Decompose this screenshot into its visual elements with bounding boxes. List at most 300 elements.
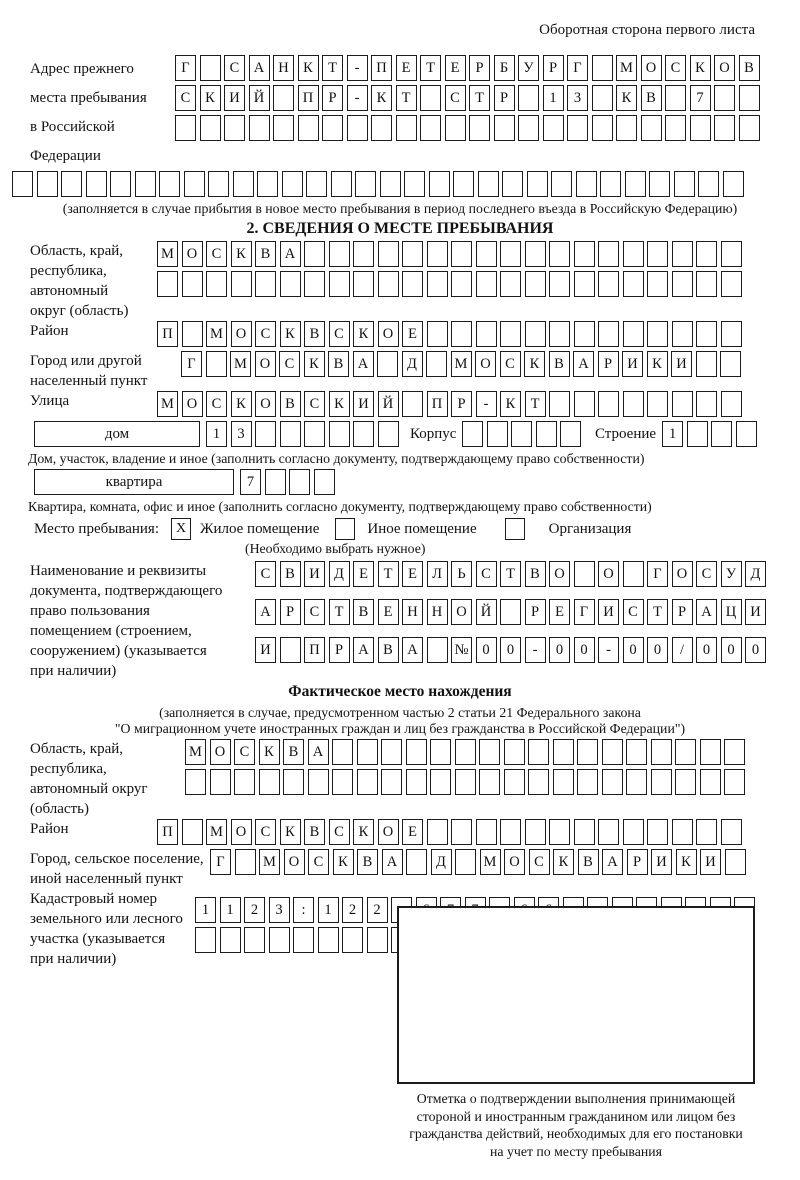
char-box[interactable] [721, 321, 742, 347]
char-box[interactable]: С [696, 561, 717, 587]
char-box[interactable]: 3 [567, 85, 588, 111]
char-box[interactable] [269, 927, 290, 953]
char-box[interactable] [616, 115, 637, 141]
char-box[interactable] [430, 739, 451, 765]
char-box[interactable] [714, 115, 735, 141]
char-box[interactable] [739, 115, 760, 141]
char-box[interactable] [500, 599, 521, 625]
char-box[interactable]: И [304, 561, 325, 587]
char-box[interactable]: Д [431, 849, 452, 875]
char-box[interactable]: 2 [244, 897, 265, 923]
char-box[interactable] [600, 171, 621, 197]
char-box[interactable]: 0 [574, 637, 595, 663]
char-box[interactable] [406, 739, 427, 765]
char-box[interactable]: О [672, 561, 693, 587]
char-box[interactable]: В [280, 561, 301, 587]
char-box[interactable] [208, 171, 229, 197]
char-box[interactable]: Г [210, 849, 231, 875]
char-box[interactable] [567, 115, 588, 141]
char-box[interactable]: 0 [476, 637, 497, 663]
char-box[interactable]: М [157, 241, 178, 267]
char-box[interactable] [574, 819, 595, 845]
char-box[interactable]: Т [396, 85, 417, 111]
char-box[interactable] [518, 115, 539, 141]
char-box[interactable] [255, 271, 276, 297]
char-box[interactable]: А [255, 599, 276, 625]
char-box[interactable] [647, 391, 668, 417]
char-box[interactable]: - [598, 637, 619, 663]
char-box[interactable]: Р [329, 637, 350, 663]
char-box[interactable] [255, 421, 276, 447]
char-box[interactable] [577, 769, 598, 795]
char-box[interactable] [357, 739, 378, 765]
char-box[interactable] [367, 927, 388, 953]
char-box[interactable] [427, 637, 448, 663]
char-box[interactable]: Р [469, 55, 490, 81]
char-box[interactable] [86, 171, 107, 197]
char-box[interactable]: К [333, 849, 354, 875]
char-box[interactable] [696, 321, 717, 347]
char-box[interactable]: С [665, 55, 686, 81]
char-box[interactable] [451, 241, 472, 267]
char-box[interactable]: 1 [662, 421, 683, 447]
char-box[interactable] [598, 321, 619, 347]
char-box[interactable]: 3 [231, 421, 252, 447]
char-box[interactable]: П [304, 637, 325, 663]
char-box[interactable] [500, 241, 521, 267]
char-box[interactable] [500, 271, 521, 297]
char-box[interactable] [592, 115, 613, 141]
char-box[interactable] [182, 271, 203, 297]
char-box[interactable] [353, 421, 374, 447]
char-box[interactable]: И [745, 599, 766, 625]
char-box[interactable]: / [672, 637, 693, 663]
char-box[interactable] [478, 171, 499, 197]
char-box[interactable]: Й [249, 85, 270, 111]
char-box[interactable] [184, 171, 205, 197]
char-box[interactable] [504, 769, 525, 795]
char-box[interactable]: С [279, 351, 300, 377]
char-box[interactable] [347, 115, 368, 141]
char-box[interactable]: Т [420, 55, 441, 81]
char-box[interactable]: И [353, 391, 374, 417]
char-box[interactable]: К [298, 55, 319, 81]
char-box[interactable]: Р [451, 391, 472, 417]
char-box[interactable]: К [371, 85, 392, 111]
char-box[interactable]: О [182, 241, 203, 267]
char-box[interactable] [543, 115, 564, 141]
char-box[interactable]: М [157, 391, 178, 417]
char-box[interactable] [674, 171, 695, 197]
char-box[interactable]: К [690, 55, 711, 81]
char-box[interactable]: С [476, 561, 497, 587]
char-box[interactable]: О [284, 849, 305, 875]
char-box[interactable]: Р [598, 351, 619, 377]
char-box[interactable] [476, 819, 497, 845]
char-box[interactable]: С [206, 241, 227, 267]
char-box[interactable] [329, 421, 350, 447]
char-box[interactable] [525, 321, 546, 347]
char-box[interactable] [381, 769, 402, 795]
char-box[interactable]: 0 [623, 637, 644, 663]
char-box[interactable]: А [696, 599, 717, 625]
char-box[interactable]: Ь [451, 561, 472, 587]
char-box[interactable]: О [210, 739, 231, 765]
char-box[interactable]: И [622, 351, 643, 377]
char-box[interactable] [574, 241, 595, 267]
char-box[interactable]: 1 [318, 897, 339, 923]
char-box[interactable] [427, 819, 448, 845]
char-box[interactable] [244, 927, 265, 953]
char-box[interactable] [200, 55, 221, 81]
char-box[interactable] [378, 421, 399, 447]
char-box[interactable] [549, 819, 570, 845]
char-box[interactable]: А [382, 849, 403, 875]
char-box[interactable] [518, 85, 539, 111]
char-box[interactable] [455, 769, 476, 795]
char-box[interactable] [445, 115, 466, 141]
char-box[interactable] [623, 241, 644, 267]
char-box[interactable] [182, 321, 203, 347]
char-box[interactable] [723, 171, 744, 197]
char-box[interactable] [602, 739, 623, 765]
char-box[interactable]: К [676, 849, 697, 875]
char-box[interactable] [355, 171, 376, 197]
char-box[interactable]: В [353, 599, 374, 625]
char-box[interactable] [551, 171, 572, 197]
char-box[interactable]: Ц [721, 599, 742, 625]
char-box[interactable]: К [524, 351, 545, 377]
char-box[interactable] [700, 739, 721, 765]
char-box[interactable] [576, 171, 597, 197]
char-box[interactable] [700, 769, 721, 795]
char-box[interactable] [371, 115, 392, 141]
char-box[interactable] [357, 769, 378, 795]
char-box[interactable] [690, 115, 711, 141]
char-box[interactable] [231, 271, 252, 297]
char-box[interactable]: У [518, 55, 539, 81]
char-box[interactable]: О [475, 351, 496, 377]
char-box[interactable]: Р [322, 85, 343, 111]
char-box[interactable]: Г [647, 561, 668, 587]
char-box[interactable]: М [206, 819, 227, 845]
char-box[interactable] [175, 115, 196, 141]
char-box[interactable]: О [231, 819, 252, 845]
char-box[interactable] [280, 271, 301, 297]
char-box[interactable] [647, 271, 668, 297]
char-box[interactable]: Е [396, 55, 417, 81]
char-box[interactable]: М [185, 739, 206, 765]
char-box[interactable]: Г [181, 351, 202, 377]
char-box[interactable]: Е [445, 55, 466, 81]
char-box[interactable] [451, 321, 472, 347]
char-box[interactable]: Т [469, 85, 490, 111]
char-box[interactable] [304, 421, 325, 447]
char-box[interactable]: - [525, 637, 546, 663]
char-box[interactable] [549, 271, 570, 297]
char-box[interactable] [502, 171, 523, 197]
char-box[interactable]: И [598, 599, 619, 625]
char-box[interactable] [259, 769, 280, 795]
char-box[interactable] [721, 271, 742, 297]
char-box[interactable] [651, 769, 672, 795]
char-box[interactable] [195, 927, 216, 953]
char-box[interactable]: : [293, 897, 314, 923]
char-box[interactable] [665, 85, 686, 111]
char-box[interactable]: Л [427, 561, 448, 587]
char-box[interactable] [427, 271, 448, 297]
char-box[interactable] [381, 739, 402, 765]
char-box[interactable] [185, 769, 206, 795]
char-box[interactable] [210, 769, 231, 795]
char-box[interactable]: О [255, 391, 276, 417]
char-box[interactable]: В [378, 637, 399, 663]
char-box[interactable] [378, 271, 399, 297]
char-box[interactable]: М [206, 321, 227, 347]
char-box[interactable]: М [616, 55, 637, 81]
char-box[interactable] [536, 421, 557, 447]
char-box[interactable] [402, 241, 423, 267]
char-box[interactable]: К [616, 85, 637, 111]
char-box[interactable] [427, 321, 448, 347]
char-box[interactable]: К [200, 85, 221, 111]
char-box[interactable] [420, 115, 441, 141]
char-box[interactable]: П [157, 819, 178, 845]
char-box[interactable]: В [525, 561, 546, 587]
char-box[interactable] [487, 421, 508, 447]
char-box[interactable]: 0 [696, 637, 717, 663]
char-box[interactable]: 0 [721, 637, 742, 663]
char-box[interactable]: В [255, 241, 276, 267]
char-box[interactable] [724, 739, 745, 765]
char-box[interactable] [37, 171, 58, 197]
char-box[interactable]: В [283, 739, 304, 765]
char-box[interactable]: С [329, 819, 350, 845]
char-box[interactable]: - [476, 391, 497, 417]
char-box[interactable] [649, 171, 670, 197]
char-box[interactable]: В [357, 849, 378, 875]
char-box[interactable] [206, 351, 227, 377]
char-box[interactable] [598, 271, 619, 297]
char-box[interactable]: Е [378, 599, 399, 625]
char-box[interactable] [265, 469, 286, 495]
char-box[interactable] [672, 819, 693, 845]
char-box[interactable] [342, 927, 363, 953]
char-box[interactable] [306, 171, 327, 197]
char-box[interactable]: - [347, 85, 368, 111]
char-box[interactable] [574, 271, 595, 297]
char-box[interactable] [206, 271, 227, 297]
char-box[interactable] [549, 241, 570, 267]
char-box[interactable]: Б [494, 55, 515, 81]
char-box[interactable]: М [259, 849, 280, 875]
char-box[interactable]: Н [273, 55, 294, 81]
char-box[interactable] [739, 85, 760, 111]
char-box[interactable] [224, 115, 245, 141]
char-box[interactable] [672, 321, 693, 347]
char-box[interactable] [378, 241, 399, 267]
char-box[interactable] [675, 739, 696, 765]
char-box[interactable] [318, 927, 339, 953]
char-box[interactable] [672, 271, 693, 297]
char-box[interactable] [304, 241, 325, 267]
char-box[interactable] [647, 241, 668, 267]
char-box[interactable] [525, 241, 546, 267]
char-box[interactable] [711, 421, 732, 447]
char-box[interactable]: Р [280, 599, 301, 625]
char-box[interactable] [725, 849, 746, 875]
char-box[interactable] [353, 271, 374, 297]
char-box[interactable] [406, 769, 427, 795]
char-box[interactable] [280, 637, 301, 663]
char-box[interactable] [249, 115, 270, 141]
char-box[interactable] [293, 927, 314, 953]
char-box[interactable] [353, 241, 374, 267]
char-box[interactable] [574, 321, 595, 347]
char-box[interactable] [402, 391, 423, 417]
char-box[interactable]: А [280, 241, 301, 267]
char-box[interactable]: Г [574, 599, 595, 625]
char-box[interactable] [675, 769, 696, 795]
char-box[interactable] [665, 115, 686, 141]
char-box[interactable] [298, 115, 319, 141]
char-box[interactable]: Р [525, 599, 546, 625]
char-box[interactable] [641, 115, 662, 141]
char-box[interactable] [331, 171, 352, 197]
char-box[interactable] [736, 421, 757, 447]
char-box[interactable]: В [641, 85, 662, 111]
char-box[interactable]: В [280, 391, 301, 417]
char-box[interactable]: О [504, 849, 525, 875]
char-box[interactable] [273, 115, 294, 141]
char-box[interactable] [233, 171, 254, 197]
char-box[interactable] [500, 819, 521, 845]
char-box[interactable] [159, 171, 180, 197]
char-box[interactable] [479, 739, 500, 765]
char-box[interactable] [592, 85, 613, 111]
char-box[interactable] [602, 769, 623, 795]
char-box[interactable]: В [304, 819, 325, 845]
char-box[interactable] [282, 171, 303, 197]
char-box[interactable] [476, 321, 497, 347]
char-box[interactable] [257, 171, 278, 197]
char-box[interactable]: С [255, 819, 276, 845]
char-box[interactable]: Е [402, 561, 423, 587]
char-box[interactable] [528, 739, 549, 765]
char-box[interactable] [494, 115, 515, 141]
char-box[interactable]: С [304, 391, 325, 417]
char-box[interactable] [574, 561, 595, 587]
char-box[interactable]: М [451, 351, 472, 377]
char-box[interactable]: П [157, 321, 178, 347]
char-box[interactable]: П [427, 391, 448, 417]
char-box[interactable]: А [402, 637, 423, 663]
char-box[interactable] [476, 271, 497, 297]
char-box[interactable]: Д [329, 561, 350, 587]
char-box[interactable]: С [329, 321, 350, 347]
char-box[interactable]: О [714, 55, 735, 81]
char-box[interactable]: 0 [549, 637, 570, 663]
char-box[interactable]: В [578, 849, 599, 875]
char-box[interactable]: Т [500, 561, 521, 587]
char-box[interactable] [696, 241, 717, 267]
char-box[interactable] [577, 739, 598, 765]
char-box[interactable] [598, 241, 619, 267]
char-box[interactable] [273, 85, 294, 111]
char-box[interactable]: Р [494, 85, 515, 111]
checkbox-other-premises[interactable] [335, 518, 355, 540]
char-box[interactable] [672, 241, 693, 267]
char-box[interactable] [332, 739, 353, 765]
char-box[interactable]: К [304, 351, 325, 377]
char-box[interactable]: К [353, 321, 374, 347]
char-box[interactable]: К [553, 849, 574, 875]
char-box[interactable] [511, 421, 532, 447]
char-box[interactable] [404, 171, 425, 197]
char-box[interactable]: Г [175, 55, 196, 81]
char-box[interactable]: К [231, 391, 252, 417]
char-box[interactable] [329, 271, 350, 297]
char-box[interactable]: А [308, 739, 329, 765]
char-box[interactable] [721, 819, 742, 845]
char-box[interactable]: Д [745, 561, 766, 587]
char-box[interactable] [623, 391, 644, 417]
char-box[interactable] [451, 819, 472, 845]
char-box[interactable]: Т [329, 599, 350, 625]
char-box[interactable]: О [378, 819, 399, 845]
char-box[interactable]: В [304, 321, 325, 347]
char-box[interactable]: Е [549, 599, 570, 625]
char-box[interactable] [560, 421, 581, 447]
char-box[interactable] [504, 739, 525, 765]
char-box[interactable]: К [231, 241, 252, 267]
char-box[interactable]: И [224, 85, 245, 111]
char-box[interactable]: 7 [240, 469, 261, 495]
char-box[interactable]: В [549, 351, 570, 377]
char-box[interactable] [157, 271, 178, 297]
char-box[interactable] [598, 819, 619, 845]
char-box[interactable]: С [500, 351, 521, 377]
char-box[interactable]: О [231, 321, 252, 347]
char-box[interactable]: 2 [367, 897, 388, 923]
char-box[interactable]: С [224, 55, 245, 81]
char-box[interactable]: С [234, 739, 255, 765]
char-box[interactable] [696, 391, 717, 417]
char-box[interactable]: К [500, 391, 521, 417]
char-box[interactable]: Т [525, 391, 546, 417]
char-box[interactable] [626, 739, 647, 765]
char-box[interactable]: Н [427, 599, 448, 625]
char-box[interactable]: О [255, 351, 276, 377]
char-box[interactable] [322, 115, 343, 141]
char-box[interactable]: П [371, 55, 392, 81]
char-box[interactable] [625, 171, 646, 197]
char-box[interactable]: А [353, 351, 374, 377]
char-box[interactable]: О [182, 391, 203, 417]
char-box[interactable] [527, 171, 548, 197]
char-box[interactable]: И [651, 849, 672, 875]
char-box[interactable] [525, 271, 546, 297]
char-box[interactable]: Е [402, 819, 423, 845]
char-box[interactable]: 3 [269, 897, 290, 923]
char-box[interactable]: И [700, 849, 721, 875]
char-box[interactable] [402, 271, 423, 297]
char-box[interactable]: 0 [500, 637, 521, 663]
char-box[interactable]: О [598, 561, 619, 587]
char-box[interactable] [623, 271, 644, 297]
char-box[interactable]: Й [378, 391, 399, 417]
char-box[interactable]: - [347, 55, 368, 81]
